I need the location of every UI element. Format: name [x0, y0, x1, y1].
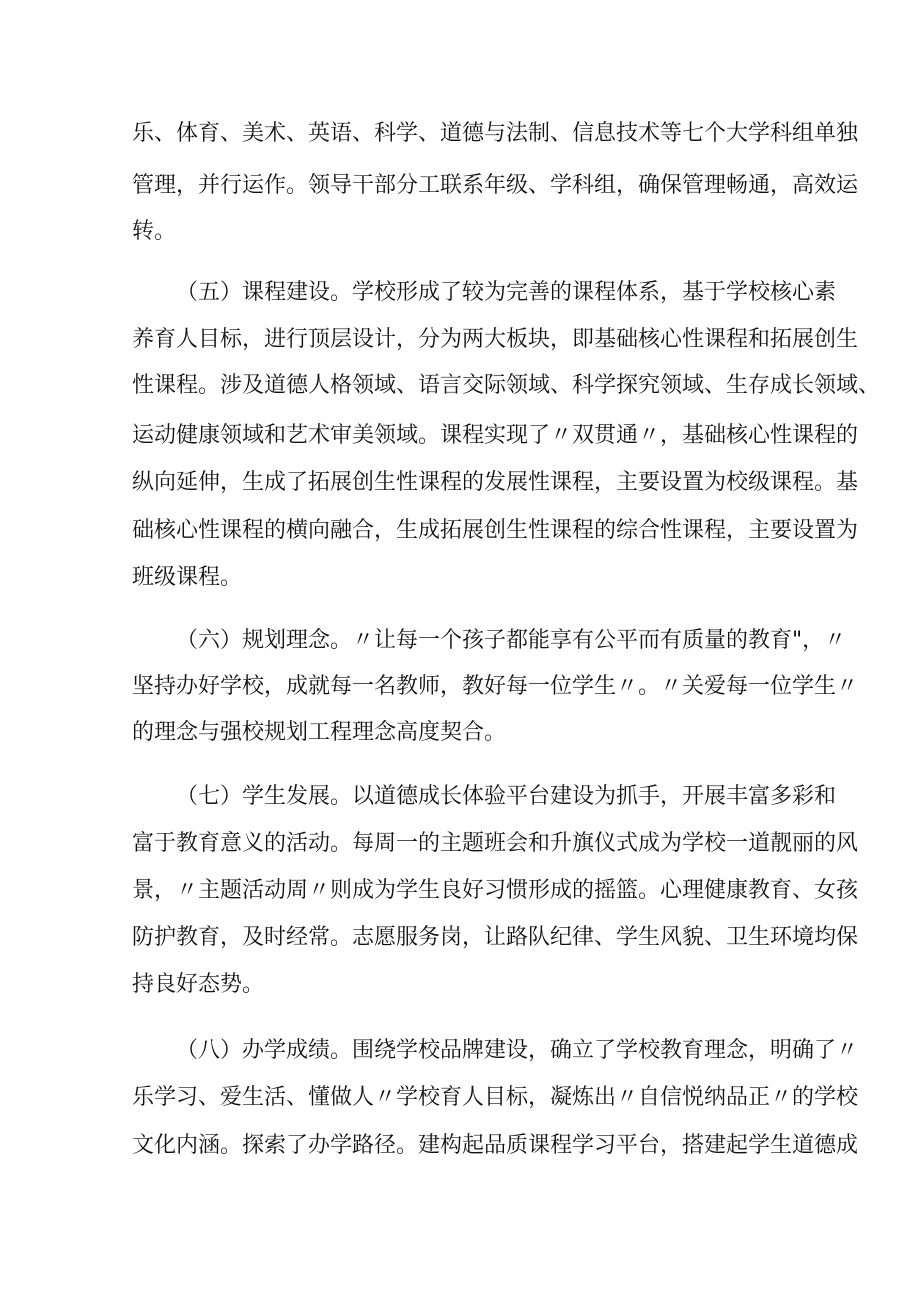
text-line: 富于教育意义的活动。每周一的主题班会和升旗仪式成为学校一道靓丽的风	[132, 831, 859, 856]
text-line: 养育人目标，进行顶层设计，分为两大板块，即基础核心性课程和拓展创生	[132, 327, 859, 352]
text-line: 乐学习、爱生活、懂做人〃学校育人目标，凝炼出〃自信悦纳品正〃的学校	[132, 1085, 859, 1110]
text-line: 的理念与强校规划工程理念高度契合。	[132, 720, 507, 745]
text-line: 坚持办好学校，成就每一名教师，教好每一位学生〃。〃关爱每一位学生〃	[132, 674, 859, 699]
text-line: 础核心性课程的横向融合，生成拓展创生性课程的综合性课程，主要设置为	[132, 518, 859, 543]
text-line: 管理，并行运作。领导干部分工联系年级、学科组，确保管理畅通，高效运	[132, 173, 859, 198]
paragraph-heading-line: （七）学生发展。以道德成长体验平台建设为抓手，开展丰富多彩和	[176, 784, 837, 809]
text-line: 持良好态势。	[132, 972, 265, 997]
text-line: 转。	[132, 219, 177, 244]
text-line: 班级课程。	[132, 565, 243, 590]
text-line: 运动健康领域和艺术审美领域。课程实现了〃双贯通〃，基础核心性课程的	[132, 423, 859, 448]
text-line: 景，〃主题活动周〃则成为学生良好习惯形成的摇篮。心理健康教育、女孩	[132, 878, 859, 903]
text-line: 文化内涵。探索了办学路径。建构起品质课程学习平台，搭建起学生道德成	[132, 1133, 859, 1158]
text-line: 性课程。涉及道德人格领域、语言交际领域、科学探究领域、生存成长领域、	[132, 373, 881, 398]
paragraph-heading-line: （八）办学成绩。围绕学校品牌建设，确立了学校教育理念，明确了〃	[176, 1038, 859, 1063]
text-line: 乐、体育、美术、英语、科学、道德与法制、信息技术等七个大学科组单独	[132, 121, 859, 146]
paragraph-heading-line: （五）课程建设。学校形成了较为完善的课程体系，基于学校核心素	[176, 280, 837, 305]
text-line: 防护教育，及时经常。志愿服务岗，让路队纪律、学生风貌、卫生环境均保	[132, 925, 859, 950]
paragraph-heading-line: （六）规划理念。〃让每一个孩子都能享有公平而有质量的教育"，〃	[176, 628, 847, 653]
text-line: 纵向延伸，生成了拓展创生性课程的发展性课程，主要设置为校级课程。基	[132, 470, 859, 495]
